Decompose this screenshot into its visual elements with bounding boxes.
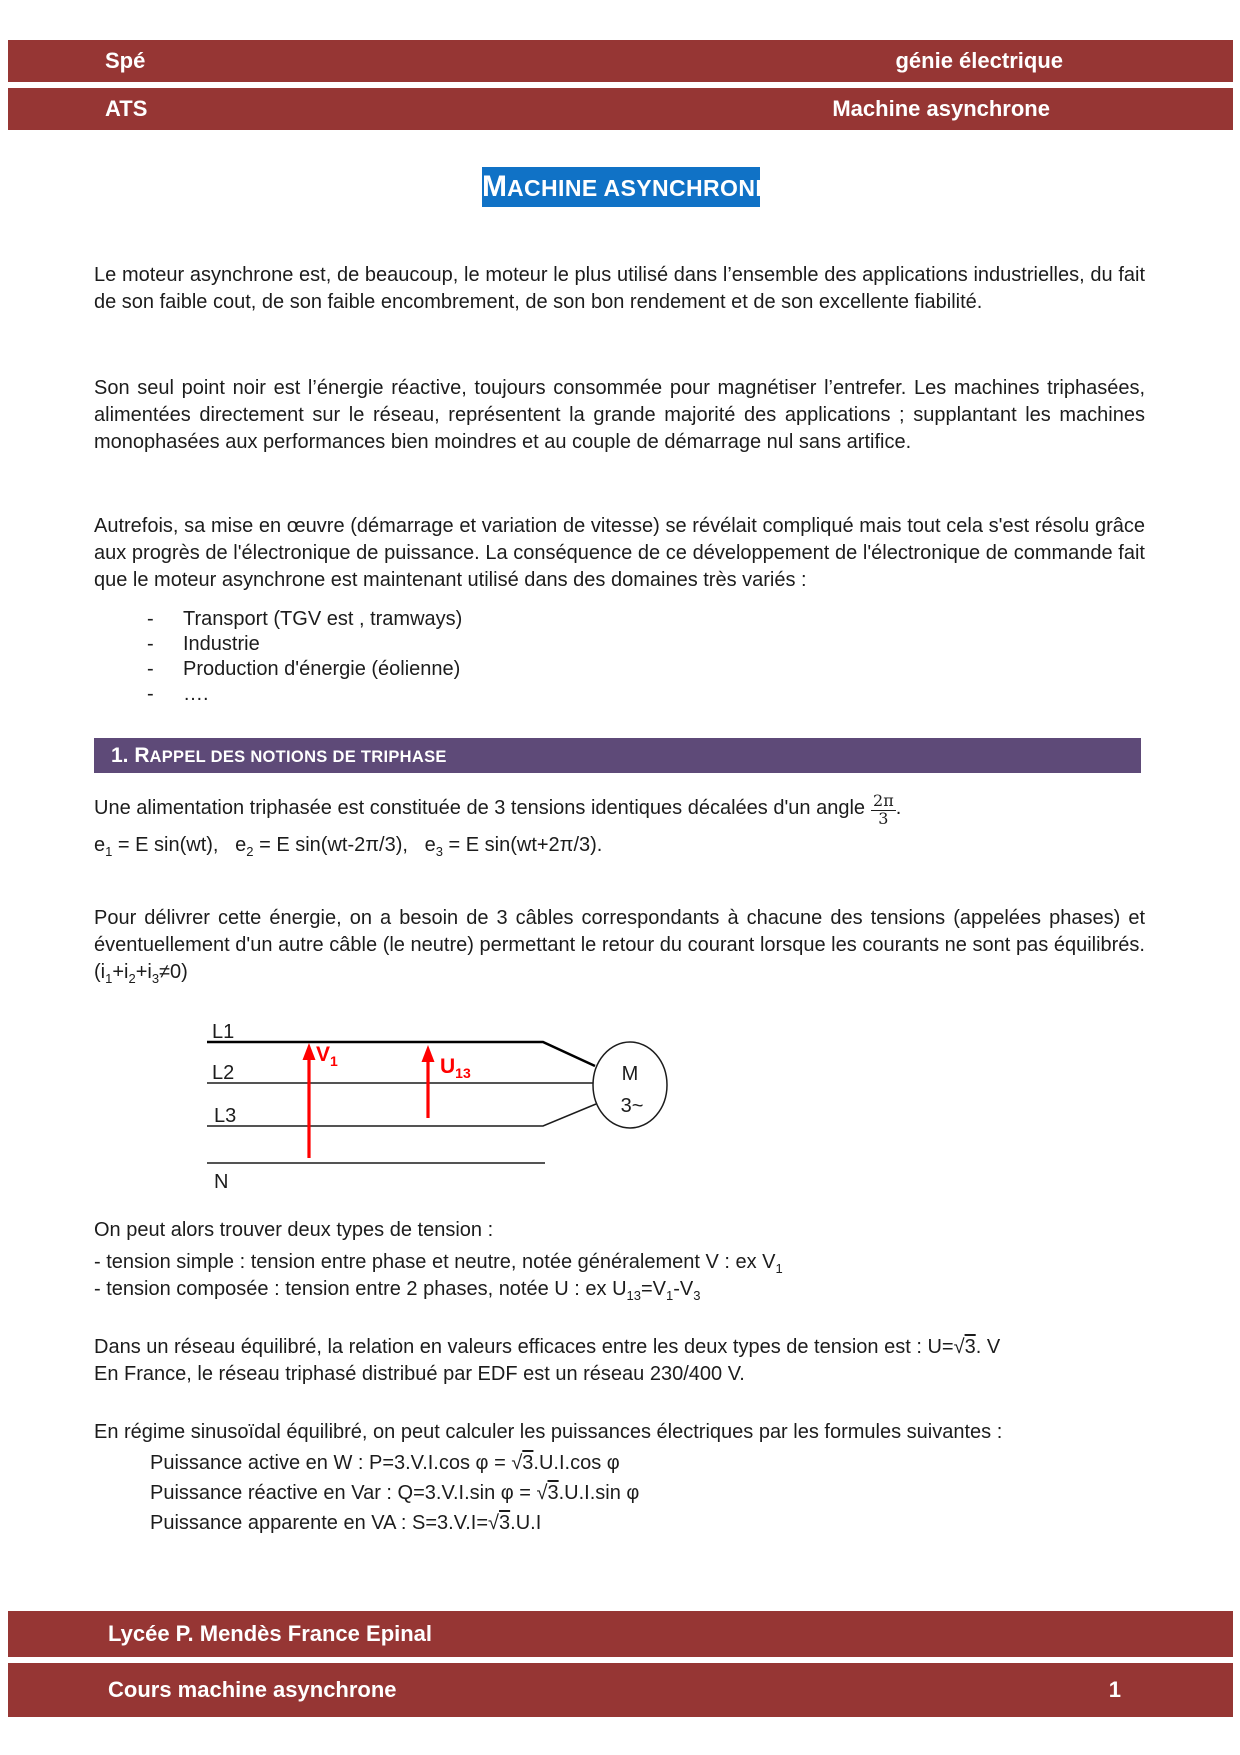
- motor-m-label: M: [621, 1063, 639, 1085]
- paragraph-intro-1: Le moteur asynchrone est, de beaucoup, le moteur le plus utilisé dans l’ensemble des applications industrielles, du fait de son faible cout, de son faible encombrement, de son bon rendement et de son excellente fiabilité.: [94, 264, 1145, 313]
- section-heading-rest: APPEL DES NOTIONS DE TRIPHASE: [149, 748, 447, 766]
- angle-sentence: [94, 793, 901, 828]
- power-apparente: [150, 1510, 541, 1537]
- edf-sentence: En France, le réseau triphasé distribué par EDF est un réseau 230/400 V.: [94, 1363, 745, 1385]
- tension-composee-sub: 13: [626, 1288, 641, 1303]
- sqrt-sign: √: [536, 1482, 548, 1504]
- list-item-text: Industrie: [183, 633, 260, 655]
- three-phase-diagram: [200, 1013, 680, 1208]
- section-heading-triphase: [94, 738, 1141, 773]
- footer-course: Cours machine asynchrone: [108, 1677, 397, 1702]
- relation-text-end: . V: [975, 1336, 1001, 1358]
- paragraph-intro-2: Son seul point noir est l’énergie réactive, toujours consommée pour magnétiser l’entrefer. Les machines triphasées, alimentées directement sur le réseau, représentent la grande majorité des applications ; supplantant les machines monophasées aux performances bien moindres et au couple de démarrage nul sans artifice.: [94, 377, 1145, 453]
- tension-composee-sub: 3: [693, 1288, 701, 1303]
- cables-sub: 1: [105, 971, 113, 986]
- footer-bar-school: [8, 1611, 1233, 1657]
- list-item-text: Production d'énergie (éolienne): [183, 658, 461, 680]
- u13-label: $U_{13}$: [440, 1055, 471, 1081]
- eq-sub: 1: [105, 844, 113, 859]
- list-item: [147, 657, 462, 682]
- v1-label: $V_1$: [316, 1043, 338, 1069]
- angle-text: Une alimentation triphasée est constituée de 3 tensions identiques décalées d'un angle: [94, 797, 866, 819]
- power-reactive-text: Puissance réactive en Var : Q=3.V.I.sin φ =: [150, 1482, 537, 1504]
- applications-list: [147, 607, 462, 707]
- list-item: [147, 632, 462, 657]
- footer-page-number: 1: [1108, 1677, 1121, 1702]
- power-intro: En régime sinusoïdal équilibré, on peut calculer les puissances électriques par les formules suivantes :: [94, 1421, 1003, 1443]
- cables-text: +i: [112, 961, 129, 983]
- phase-line-l3: [207, 1104, 596, 1126]
- relation-text: Dans un réseau équilibré, la relation en valeurs efficaces entre les deux types de tension est : U=: [94, 1336, 954, 1358]
- tension-composee-text: =V: [641, 1278, 667, 1300]
- cables-text: ≠0): [159, 961, 188, 983]
- dash-marker: -: [147, 633, 154, 655]
- power-active-text: Puissance active en W : P=3.V.I.cos φ =: [150, 1452, 512, 1474]
- power-reactive: [150, 1480, 639, 1507]
- sqrt-sign: √: [953, 1336, 965, 1358]
- motor-3phase-label: 3~: [620, 1095, 644, 1117]
- list-item-text: Transport (TGV est , tramways): [183, 608, 463, 630]
- header-bar-top: [8, 40, 1233, 82]
- section-heading-lead: 1. R: [111, 744, 150, 767]
- cables-sub: 2: [128, 971, 136, 986]
- eq-text: = E sin(wt+2π/3).: [442, 834, 603, 856]
- list-item: [147, 607, 462, 632]
- sqrt-sign: √: [511, 1452, 523, 1474]
- power-reactive-end: .U.I.sin φ: [558, 1482, 640, 1504]
- fraction-2pi-3: [871, 793, 896, 828]
- cables-sub: 3: [151, 971, 160, 986]
- list-item-text: ….: [183, 683, 209, 705]
- dash-marker: -: [147, 683, 154, 705]
- page-title-lead: M: [482, 170, 507, 203]
- tension-simple-text: - tension simple : tension entre phase et neutre, notée généralement V : ex V: [94, 1251, 776, 1273]
- page-title-rest: ACHINE ASYNCHRONE: [507, 175, 772, 201]
- dash-marker: -: [147, 658, 154, 680]
- power-apparente-text: Puissance apparente en VA : S=3.V.I=: [150, 1512, 489, 1534]
- paragraph-cables: [94, 905, 1145, 992]
- page-title: [482, 167, 772, 207]
- header-right-machine: Machine asynchrone: [832, 96, 1050, 121]
- relation-sentence: [94, 1334, 1000, 1361]
- footer-school: Lycée P. Mendès France Epinal: [108, 1621, 433, 1646]
- sqrt-radicand: 3: [547, 1482, 559, 1504]
- line-l3-label: L3: [214, 1105, 237, 1127]
- header-right-genie: génie électrique: [895, 48, 1063, 73]
- phase-equations: [94, 832, 602, 865]
- cables-text: Pour délivrer cette énergie, on a besoin de 3 câbles correspondants à chacune des tensions (appelées phases) et éventuellement d'un autre câble (le neutre) permettant le retour du courant lorsque les courants ne sont pas équilibrés. (i: [94, 907, 1145, 983]
- power-active: [150, 1450, 620, 1477]
- eq-text: = E sin(wt), e: [112, 834, 247, 856]
- line-n-label: N: [214, 1171, 229, 1193]
- dash-marker: -: [147, 608, 154, 630]
- angle-period: .: [895, 797, 902, 819]
- power-apparente-end: .U.I: [510, 1512, 542, 1534]
- power-active-end: .U.I.cos φ: [533, 1452, 620, 1474]
- sqrt-radicand: 3: [522, 1452, 534, 1474]
- tension-simple-sub: 1: [775, 1261, 783, 1276]
- tension-composee-text: - tension composée : tension entre 2 phases, notée U : ex U: [94, 1278, 627, 1300]
- v1-arrowhead: [303, 1043, 316, 1060]
- footer-bar-course: [8, 1663, 1233, 1717]
- tension-composee: [94, 1276, 701, 1309]
- sqrt-sign: √: [488, 1512, 500, 1534]
- tension-composee-text: -V: [673, 1278, 694, 1300]
- eq-text: e: [94, 834, 106, 856]
- sqrt-radicand: 3: [964, 1336, 976, 1358]
- list-item: [147, 682, 462, 707]
- tension-composee-sub: 1: [666, 1288, 674, 1303]
- phase-line-l1: [207, 1042, 595, 1066]
- tension-intro: On peut alors trouver deux types de tension :: [94, 1219, 494, 1241]
- line-l1-label: L1: [212, 1021, 235, 1043]
- eq-sub: 3: [435, 844, 443, 859]
- header-bar-bottom: [8, 88, 1233, 130]
- sqrt-radicand: 3: [499, 1512, 511, 1534]
- u13-arrowhead: [422, 1045, 435, 1062]
- paragraph-intro-3: Autrefois, sa mise en œuvre (démarrage et variation de vitesse) se révélait compliqué mais tout cela s'est résolu grâce aux progrès de l'électronique de puissance. La conséquence de ce développement de l'électronique de commande fait que le moteur asynchrone est maintenant utilisé dans des domaines très variés :: [94, 515, 1145, 591]
- line-l2-label: L2: [212, 1062, 235, 1084]
- fraction-numerator: 2π: [873, 791, 894, 811]
- eq-sub: 2: [246, 844, 254, 859]
- eq-text: = E sin(wt-2π/3), e: [253, 834, 436, 856]
- fraction-denominator: 3: [878, 809, 889, 828]
- cables-text: +i: [135, 961, 152, 983]
- header-left-ats: ATS: [105, 96, 148, 121]
- header-left-spe: Spé: [105, 48, 146, 73]
